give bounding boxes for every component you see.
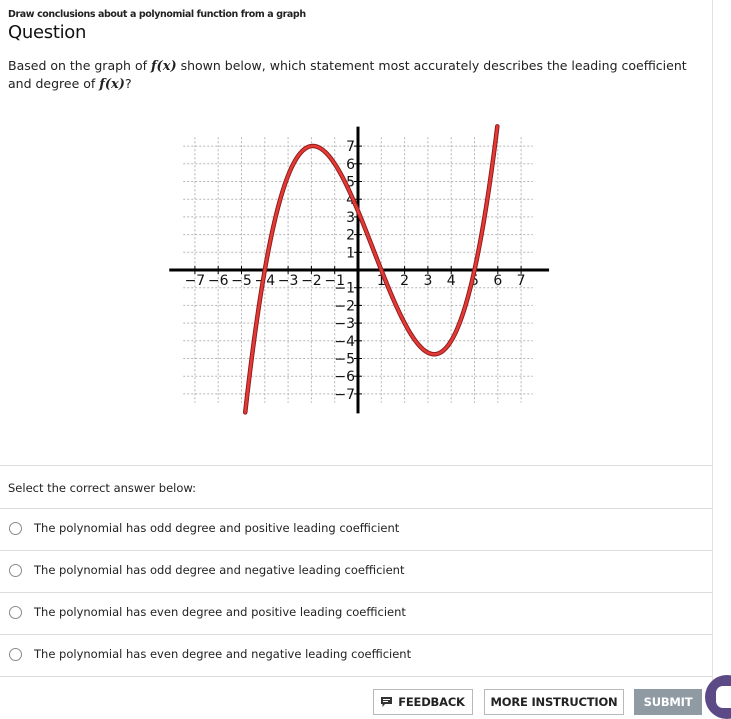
x-tick-label: 7 xyxy=(516,273,526,289)
x-tick-label: 4 xyxy=(446,273,456,289)
y-tick-label: −3 xyxy=(334,316,355,333)
submit-label: SUBMIT xyxy=(643,695,693,709)
prompt-text: shown below, which statement most accurately describes the leading coefficient and degree of xyxy=(8,58,687,91)
radio-button[interactable] xyxy=(9,522,22,535)
submit-button[interactable] xyxy=(634,689,702,715)
question-heading: Question xyxy=(8,22,87,43)
y-tick-label: −7 xyxy=(334,386,355,403)
answer-option-label: The polynomial has odd degree and positive leading coefficient xyxy=(34,521,400,535)
chat-bubble xyxy=(716,686,731,708)
y-tick-label: 2 xyxy=(346,227,355,244)
feedback-label: FEEDBACK xyxy=(398,695,465,709)
x-tick-label: −1 xyxy=(324,273,346,289)
y-tick-label: −5 xyxy=(334,351,355,368)
y-tick-label: 3 xyxy=(346,209,355,226)
prompt-text: Based on the graph of xyxy=(8,58,151,73)
answer-option-4[interactable] xyxy=(0,635,712,676)
y-tick-label: −6 xyxy=(334,369,355,386)
divider xyxy=(0,676,712,677)
answer-option-label: The polynomial has odd degree and negative leading coefficient xyxy=(34,563,405,577)
answer-option-label: The polynomial has even degree and negative leading coefficient xyxy=(34,647,412,661)
x-tick-label: 5 xyxy=(470,273,479,289)
y-tick-label: 1 xyxy=(346,245,355,262)
y-tick-label: 6 xyxy=(346,156,355,173)
y-tick-label: −1 xyxy=(334,280,355,297)
prompt-text: ? xyxy=(124,76,132,91)
x-tick-label: 3 xyxy=(423,273,433,289)
radio-button[interactable] xyxy=(9,648,22,661)
y-tick-label: 7 xyxy=(346,139,355,156)
x-tick-label: −7 xyxy=(184,273,206,289)
function-name: f(x) xyxy=(150,59,177,74)
answer-option-label: The polynomial has even degree and positive leading coefficient xyxy=(34,605,406,619)
select-answer-label: Select the correct answer below: xyxy=(8,481,197,495)
y-tick-label: 5 xyxy=(346,174,355,191)
radio-button[interactable] xyxy=(9,564,22,577)
x-tick-label: −5 xyxy=(231,273,252,289)
answer-option-3[interactable] xyxy=(0,593,712,634)
answer-option-1[interactable] xyxy=(0,509,712,550)
x-tick-label: −3 xyxy=(277,273,299,289)
x-tick-label: 6 xyxy=(493,273,503,289)
x-tick-label: −4 xyxy=(254,273,276,289)
topic-title: Draw conclusions about a polynomial function from a graph xyxy=(8,9,306,20)
x-tick-label: 1 xyxy=(376,273,386,289)
answer-option-2[interactable] xyxy=(0,551,712,592)
chat-icon[interactable] xyxy=(705,675,731,719)
divider xyxy=(0,465,712,466)
feedback-button[interactable] xyxy=(373,689,473,715)
x-tick-label: 2 xyxy=(400,273,410,289)
radio-button[interactable] xyxy=(9,606,22,619)
y-tick-label: 4 xyxy=(346,192,355,209)
speech-bubble-icon xyxy=(381,697,392,707)
more-instruction-button[interactable] xyxy=(484,689,624,715)
x-tick-label: −2 xyxy=(301,273,322,289)
function-name: f(x) xyxy=(99,77,125,92)
y-tick-label: −4 xyxy=(334,333,355,350)
x-tick-label: −6 xyxy=(207,273,229,289)
y-tick-label: −2 xyxy=(334,298,355,315)
more-instruction-label: MORE INSTRUCTION xyxy=(490,695,618,709)
